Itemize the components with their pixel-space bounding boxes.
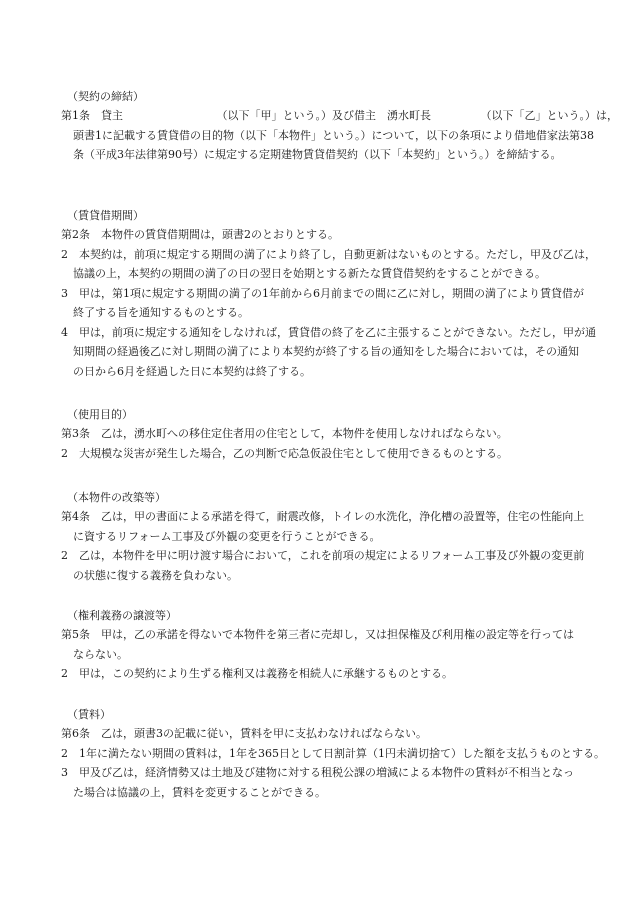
article-3-purpose-of-use (61, 405, 621, 463)
article-heading: （契約の締結） (67, 90, 144, 103)
article-2-line: 第2条 本物件の賃貸借期間は，頭書2のとおりとする。 (61, 228, 339, 241)
article-2-line: 3 甲は，第1項に規定する期間の満了の1年前から6月前までの間に乙に対し，期間の満了により賃貸借が (61, 286, 584, 300)
article-2-line: 知期間の経過後乙に対し期間の満了により本契約が終了する旨の通知をした場合においては，その通知 (73, 345, 579, 358)
article-2-line: 終了する旨を通知するものとする。 (73, 306, 249, 319)
article-1-line: 条（平成3年法律第90号）に規定する定期建物賃貸借契約（以下「本契約」という。）を締結する。 (73, 148, 562, 161)
article-heading: （賃貸借期間） (67, 209, 144, 222)
article-2-line: の日から6月を経過した日に本契約は終了する。 (73, 364, 311, 378)
article-6-line: 2 1年に満たない期間の賃料は，1年を365日として日割計算（1円未満切捨て）した額を支払うものとする。 (61, 746, 605, 760)
article-4-line: 2 乙は，本物件を甲に明け渡す場合において，これを前項の規定によるリフォーム工事及び外観の変更前 (61, 549, 585, 562)
article-5-line: 2 甲は，この契約により生ずる権利又は義務を相続人に承継するものとする。 (61, 667, 453, 680)
article-2-line: 4 甲は，前項に規定する通知をしなければ，賃貸借の終了を乙に主張することができない。ただし，甲が通 (61, 325, 596, 339)
article-1-line: 第1条 貸主 （以下「甲」という。）及び借主 湧水町長 （以下「乙」という。）は， (61, 109, 618, 122)
article-4-line: の状態に復する義務を負わない。 (73, 568, 238, 582)
article-1-contract-conclusion (61, 87, 621, 165)
article-heading: （本物件の改築等） (67, 491, 166, 504)
article-2-line: 2 本契約は，前項に規定する期間の満了により終了し，自動更新はないものとする。ただし，甲及び乙は， (61, 247, 596, 261)
article-3-line: 2 大規模な災害が発生した場合，乙の判断で応急仮設住宅として使用できるものとする。 (61, 446, 508, 460)
article-2-line: 協議の上，本契約の期間の満了の日の翌日を始期とする新たな賃貸借契約をすることができる。 (73, 267, 546, 280)
article-1-line: 頭書1に記載する賃貸借の目的物（以下「本物件」という。）について，以下の条項により借地借家法第38 (73, 128, 595, 142)
article-heading: （使用目的） (67, 408, 133, 421)
article-5-transfer-of-rights (61, 606, 621, 684)
article-5-line: ならない。 (73, 647, 128, 661)
article-6-line: た場合は協議の上，賃料を変更することができる。 (73, 785, 326, 799)
article-3-line: 第3条 乙は，湧水町への移住定住者用の住宅として，本物件を使用しなければならない。 (61, 427, 508, 440)
article-heading: （賃料） (67, 708, 111, 721)
article-heading: （権利義務の譲渡等） (67, 609, 177, 622)
article-4-renovation (61, 488, 621, 585)
article-6-line: 3 甲及び乙は，経済情勢又は土地及び建物に対する租税公課の増減による本物件の賃料が不相当となっ (61, 766, 574, 779)
article-4-line: に資するリフォーム工事及び外観の変更を行うことができる。 (73, 529, 381, 543)
article-5-line: 第5条 甲は，乙の承諾を得ないで本物件を第三者に売却し，又は担保権及び利用権の設定等を行っては (61, 628, 574, 641)
article-6-rent (61, 705, 621, 802)
article-4-line: 第4条 乙は，甲の書面による承諾を得て，耐震改修，トイレの水洗化，浄化槽の設置等，住宅の性能向上 (61, 510, 585, 523)
article-6-line: 第6条 乙は，頭書3の記載に従い，賃料を甲に支払わなければならない。 (61, 727, 427, 740)
article-2-lease-period (61, 206, 621, 381)
